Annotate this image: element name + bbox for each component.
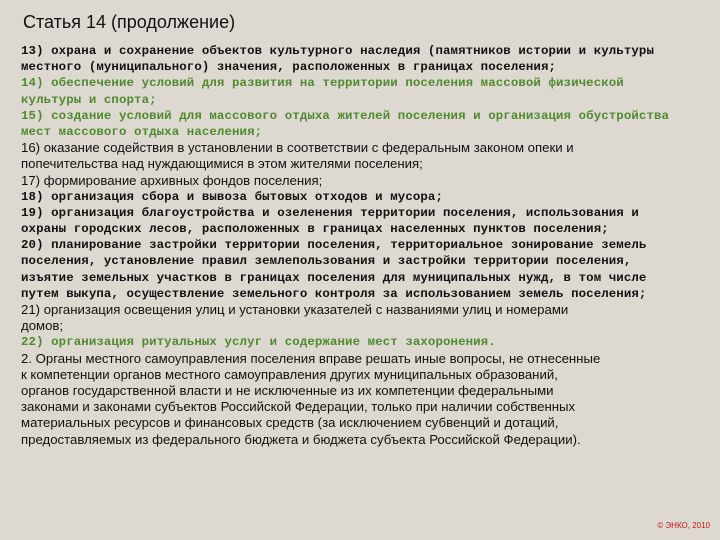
text-line: 19) организация благоустройства и озеленения территории поселения, использования и	[21, 205, 639, 220]
text-line: домов;	[21, 318, 64, 334]
text-line: путем выкупа, осуществление земельного контроля за использованием земель поселения;	[21, 286, 647, 301]
text-line: изъятие земельных участков в границах поселения для муниципальных нужд, в том числе	[21, 270, 647, 285]
text-line: 15) создание условий для массового отдыха жителей поселения и организация обустройства	[21, 108, 670, 123]
text-line: 16) оказание содействия в установлении в соответствии с федеральным законом опеки и	[21, 140, 574, 156]
text-line: местного (муниципального) значения, расположенных в границах поселения;	[21, 60, 557, 75]
text-line: попечительства над нуждающимися в этом жителями поселения;	[21, 156, 423, 172]
text-line: 14) обеспечение условий для развития на территории поселения массовой физической	[21, 76, 624, 91]
text-line: мест массового отдыха населения;	[21, 124, 263, 139]
slide-body	[21, 43, 720, 448]
text-line: 21) организация освещения улиц и установки указателей с названиями улиц и номерами	[21, 302, 569, 317]
text-line: органов государственной власти и не исключенные из их компетенции федеральными	[21, 382, 554, 398]
text-line: 17) формирование архивных фондов поселения;	[21, 172, 323, 188]
text-line: 20) планирование застройки территории поселения, территориальное зонирование земель	[21, 238, 647, 253]
slide-title: Статья 14 (продолжение)	[23, 12, 236, 32]
text-line: предоставляемых из федерального бюджета и бюджета субъекта Российской Федерации).	[21, 431, 581, 447]
text-line: охраны городских лесов, расположенных в границах населенных пунктов поселения;	[21, 222, 609, 237]
text-line: 18) организация сбора и вывоза бытовых отходов и мусора;	[21, 189, 443, 204]
text-line: 22) организация ритуальных услуг и содержание мест захоронения.	[21, 335, 496, 350]
text-line: 2. Органы местного самоуправления поселения вправе решать иные вопросы, не отнесенные	[21, 350, 601, 366]
copyright-footer: © ЭНКО, 2010	[657, 521, 710, 530]
text-line: материальных ресурсов и финансовых средств (за исключением субвенций и дотаций,	[21, 415, 559, 431]
text-line: к компетенции органов местного самоуправления других муниципальных образований,	[21, 366, 558, 382]
text-line: законами и законами субъектов Российской Федерации, только при наличии собственных	[21, 399, 576, 415]
text-line: 13) охрана и сохранение объектов культурного наследия (памятников истории и культуры	[21, 44, 654, 58]
text-line: культуры и спорта;	[21, 92, 157, 107]
text-line: поселения, установление правил землепользования и застройки территории поселения,	[21, 254, 632, 269]
